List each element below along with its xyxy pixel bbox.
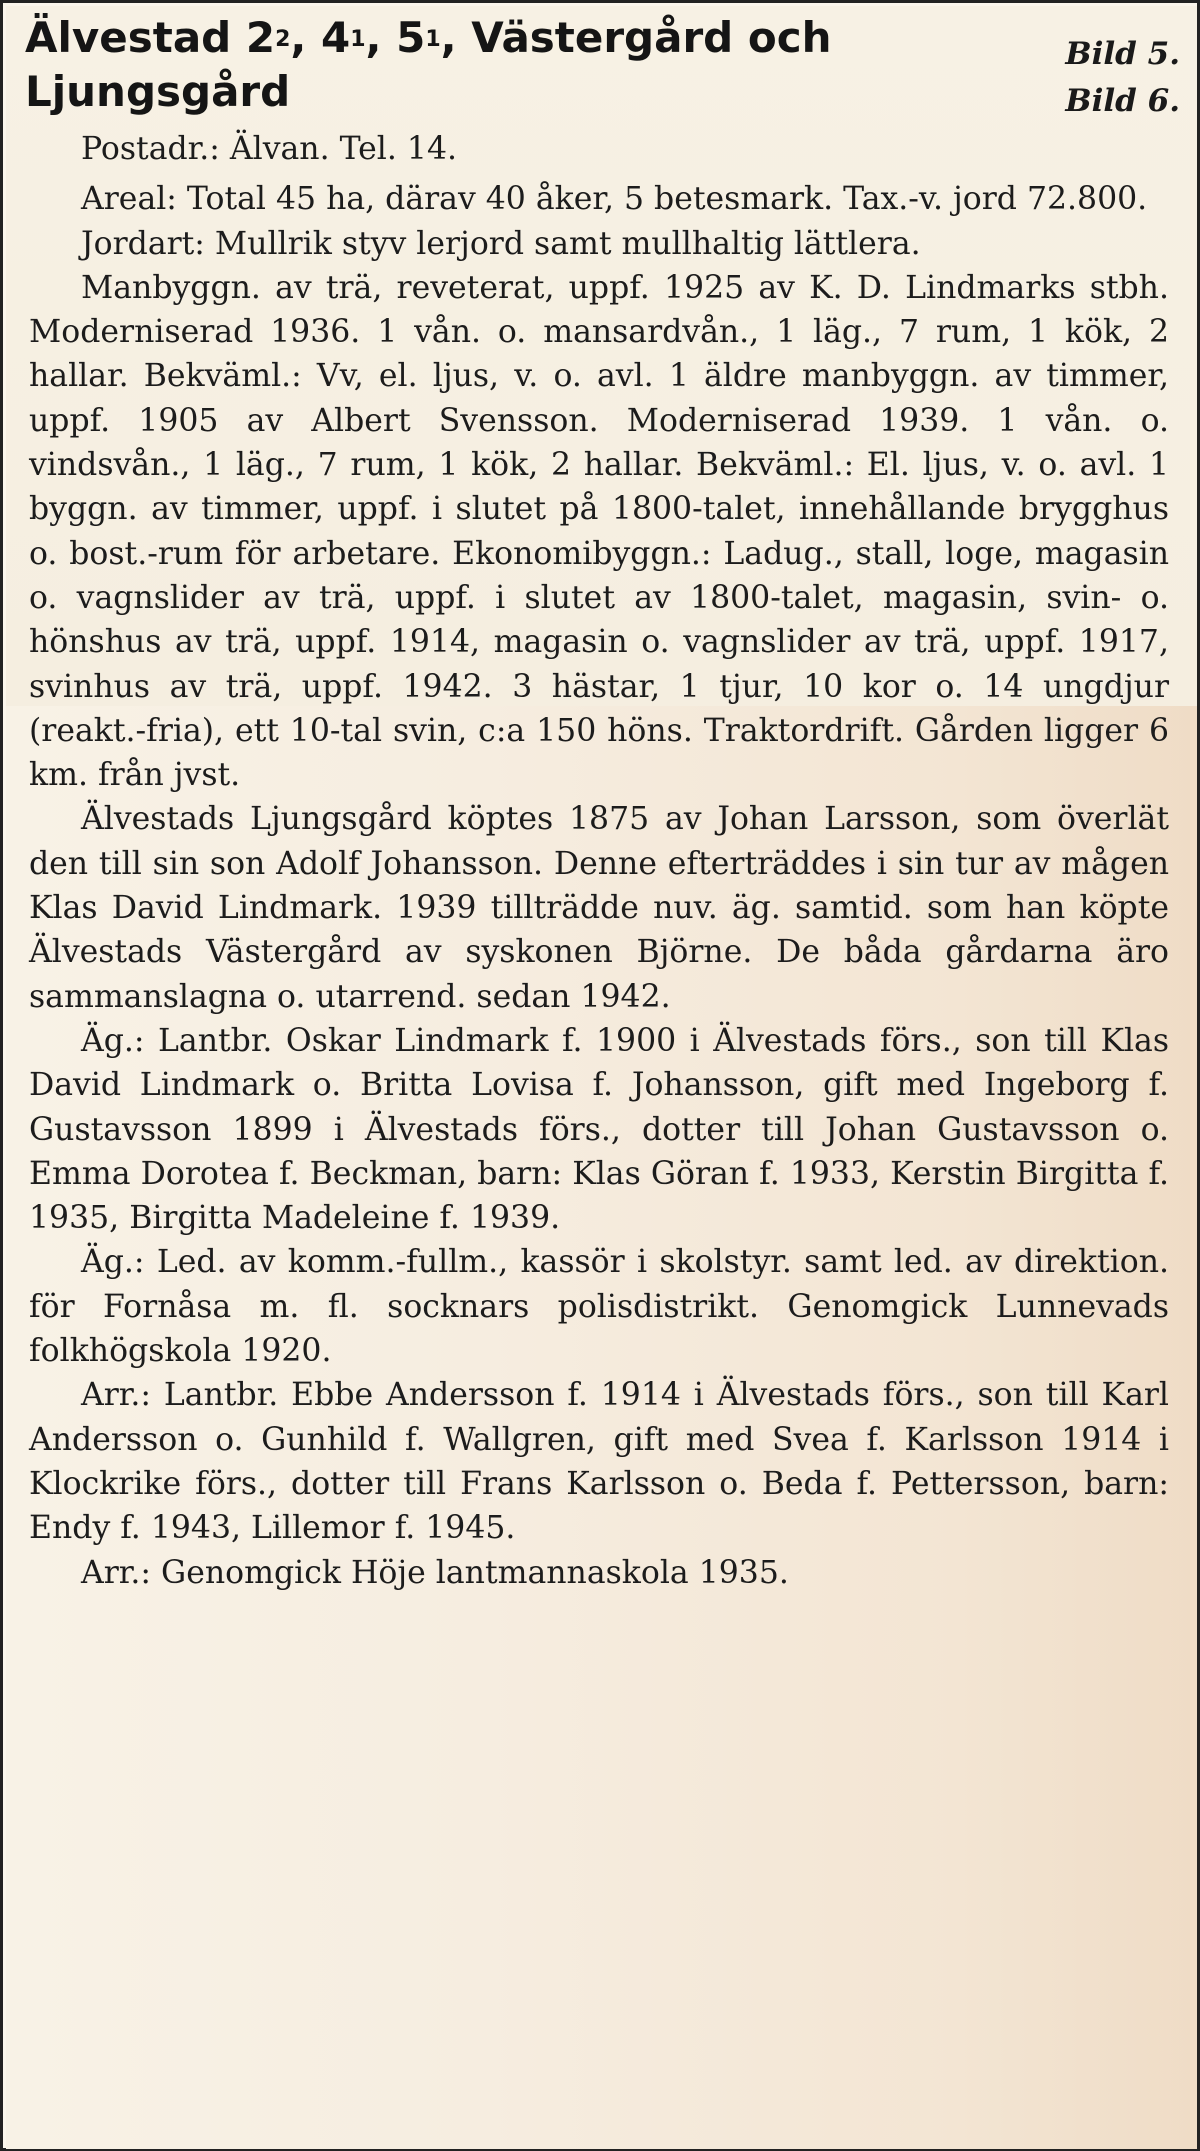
paragraph-text: Manbyggn. av trä, reveterat, uppf. 1925 av K. D. Lindmarks stbh. Moderniserad 1936. 1 vån. o. mansardvån., 1 läg., 7 rum, 1 kök, 2 hallar. Bekväml.: Vv, el. ljus, v. o. avl. 1 äldre manbyggn. av timmer, uppf. 1905 av Albert Svensson. Moderniserad 1939. 1 vån. o. vindsvån., 1 läg., 7 rum, 1 kök, 2 hallar. Bekväml.: El. ljus, v. o. avl. 1 byggn. av timmer, uppf. i slutet på 1800-talet, innehållande brygghus o. bost.-rum för arbetare. Ekonomibyggn.: Ladug., stall, loge, magasin o. vagnslider av trä, uppf. i slutet av 1800-talet, magasin, svin- o. hönshus av trä, uppf. 1914, magasin o. vagnslider av trä, uppf. 1917, svinhus av trä, uppf. 1942. 3 hästar, 1 tjur, 10 kor o. 14 ungdjur (reakt.-fria), ett 10-tal svin, c:a 150 höns. Traktordrift. Gården ligger 6 km. från jvst. <box>29 269 1169 794</box>
paragraph-postal-address <box>3 127 1169 171</box>
image-reference-5: Bild 5. <box>1065 36 1180 72</box>
paragraph-text: Areal: Total 45 ha, därav 40 åker, 5 betesmark. Tax.-v. jord 72.800. <box>81 181 1148 218</box>
paragraph-text: Postadr.: Älvan. Tel. 14. <box>81 131 458 167</box>
paragraph-text: Äg.: Lantbr. Oskar Lindmark f. 1900 i Älvestads förs., son till Klas David Lindmark o. Britta Lovisa f. Johansson, gift med Ingeborg f. Gustavsson 1899 i Älvestads förs., dotter till Johan Gustavsson o. Emma Dorotea f. Beckman, barn: Klas Göran f. 1933, Kerstin Birgitta f. 1935, Birgitta Madeleine f. 1939. <box>29 1022 1169 1237</box>
entry-title <box>25 11 1005 119</box>
title-part-3: , Västergård och <box>440 13 832 62</box>
paragraph-tenant-education <box>3 1551 1169 1595</box>
entry-body <box>3 127 1200 1595</box>
paragraph-text: Arr.: Genomgick Höje lantmannaskola 1935. <box>81 1554 789 1591</box>
paragraph-text: Älvestads Ljungsgård köptes 1875 av Johan Larsson, som överlät den till sin son Adolf Johansson. Denne efterträddes i sin tur av mågen Klas David Lindmark. 1939 tillträdde nuv. äg. samtid. som han köpte Älvestads Västergård av syskonen Björne. De båda gårdarna äro sammanslagna o. utarrend. sedan 1942. <box>29 801 1169 1015</box>
paragraph-text: Arr.: Lantbr. Ebbe Andersson f. 1914 i Älvestads förs., son till Karl Andersson o. Gunhild f. Wallgren, gift med Svea f. Karlsson 1914 i Klockrike förs., dotter till Frans Karlsson o. Beda f. Pettersson, barn: Endy f. 1943, Lillemor f. 1945. <box>29 1377 1169 1547</box>
title-sup-2: 1 <box>350 27 366 52</box>
paragraph-owner-roles <box>3 1240 1169 1373</box>
image-reference-6: Bild 6. <box>1065 83 1180 119</box>
paragraph-area <box>3 177 1169 221</box>
paragraph-text: Jordart: Mullrik styv lerjord samt mullhaltig lättlera. <box>81 225 921 262</box>
paragraph-tenant <box>3 1373 1169 1550</box>
paragraph-text: Äg.: Led. av komm.-fullm., kassör i skolstyr. samt led. av direktion. för Fornåsa m. fl. socknars polisdistrikt. Genomgick Lunnevads folkhögskola 1920. <box>29 1244 1169 1370</box>
title-part-2: , 5 <box>365 13 426 62</box>
title-sup-3: 1 <box>425 27 441 52</box>
paragraph-owner <box>3 1019 1169 1240</box>
entry-header <box>25 11 1180 126</box>
paragraph-history <box>3 797 1169 1018</box>
paragraph-soil-type <box>3 222 1169 266</box>
title-line-2: Ljungsgård <box>25 67 291 116</box>
title-sup-1: 2 <box>275 27 291 52</box>
title-main: Älvestad 2 <box>25 13 276 62</box>
image-references <box>1065 31 1180 125</box>
paragraph-buildings <box>3 266 1169 798</box>
title-part-1: , 4 <box>290 13 351 62</box>
